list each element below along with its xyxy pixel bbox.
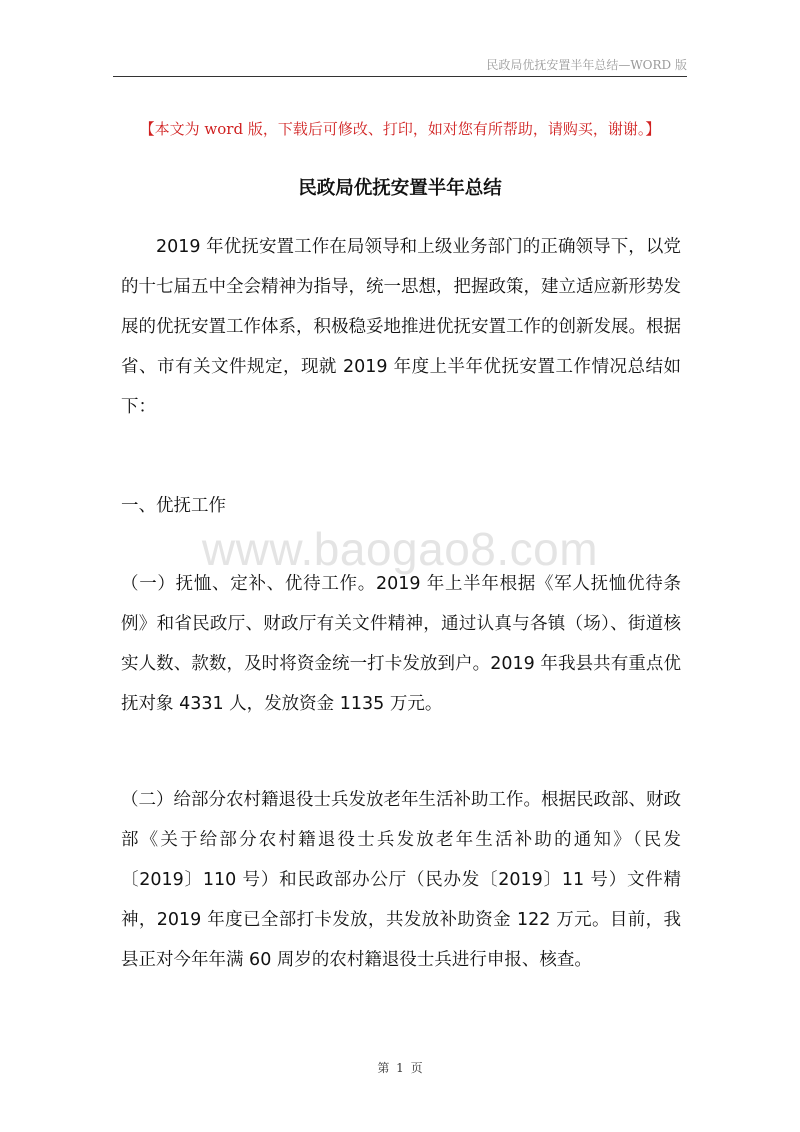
intro-paragraph: 2019 年优抚安置工作在局领导和上级业务部门的正确领导下，以党的十七届五中全会精神为指导，统一思想，把握政策，建立适应新形势发展的优抚安置工作体系，积极稳妥地推进优抚安置工作的创新发展。根据省、市有关文件规定，现就 2019 年度上半年优抚安置工作情况总结如下： <box>121 237 681 417</box>
watermark: www.baogao8.com <box>201 523 599 575</box>
paragraph-item-2: （二）给部分农村籍退役士兵发放老年生活补助工作。根据民政部、财政部《关于给部分农村籍退役士兵发放老年生活补助的通知》（民发〔2019〕110 号）和民政部办公厅（民办发〔2019〕11 号）文件精神，2019 年度已全部打卡发放，共发放补助资金 122 万元。目前，我县正对今年年满 60 周岁的农村籍退役士兵进行申报、核查。 <box>121 790 681 970</box>
paragraph-item-1: （一）抚恤、定补、优待工作。2019 年上半年根据《军人抚恤优待条例》和省民政厅、财政厅有关文件精神，通过认真与各镇（场）、街道核实人数、款数，及时将资金统一打卡发放到户。2019 年我县共有重点优抚对象 4331 人，发放资金 1135 万元。 <box>121 574 681 714</box>
header-divider <box>113 76 687 77</box>
running-header: 民政局优抚安置半年总结—WORD 版 <box>486 58 687 72</box>
document-title: 民政局优抚安置半年总结 <box>298 178 502 199</box>
section-heading-1: 一、优抚工作 <box>121 496 226 516</box>
page-number: 第 1 页 <box>377 1061 423 1075</box>
purchase-notice: 【本文为 word 版，下载后可修改、打印，如对您有所帮助，请购买，谢谢。】 <box>139 120 661 138</box>
